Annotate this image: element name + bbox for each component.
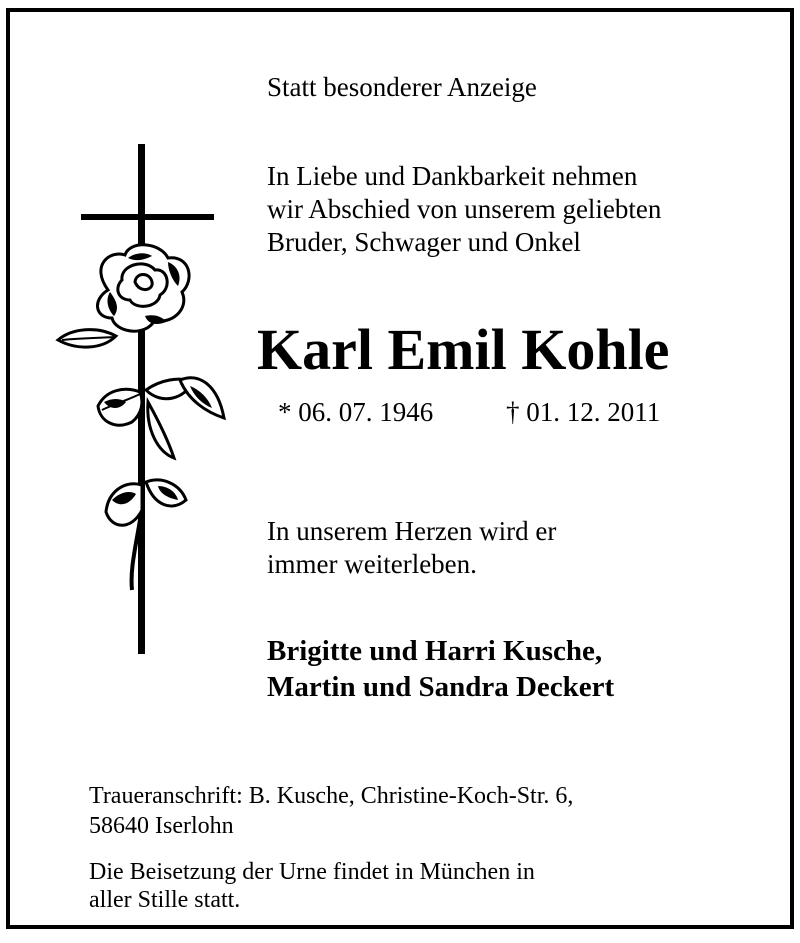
mourner-line: Brigitte und Harri Kusche, — [267, 635, 603, 667]
obituary-frame — [6, 8, 794, 929]
quote-line: immer weiterleben. — [267, 549, 477, 579]
intro-text — [267, 160, 661, 259]
intro-line: wir Abschied von unserem geliebten — [267, 194, 662, 224]
notice-line: Die Beisetzung der Urne findet in München in — [89, 859, 535, 885]
memorial-quote — [267, 515, 556, 581]
mourner-line: Martin und Sandra Deckert — [267, 671, 615, 703]
address-line: 58640 Iserlohn — [89, 813, 234, 839]
deceased-name: Karl Emil Kohle — [257, 317, 670, 382]
birth-date: * 06. 07. 1946 — [278, 397, 434, 427]
notice-line: aller Stille statt. — [89, 887, 241, 913]
cross-with-rose-icon — [50, 140, 230, 660]
mourning-address — [89, 781, 573, 841]
intro-line: In Liebe und Dankbarkeit nehmen — [267, 161, 638, 191]
burial-notice — [89, 858, 535, 914]
address-line: Traueranschrift: B. Kusche, Christine-Koch-Str. 6, — [89, 783, 574, 809]
death-date: † 01. 12. 2011 — [506, 397, 661, 427]
mourners-list — [267, 633, 614, 705]
notice-heading: Statt besonderer Anzeige — [267, 72, 537, 102]
intro-line: Bruder, Schwager und Onkel — [267, 227, 581, 257]
quote-line: In unserem Herzen wird er — [267, 516, 557, 546]
